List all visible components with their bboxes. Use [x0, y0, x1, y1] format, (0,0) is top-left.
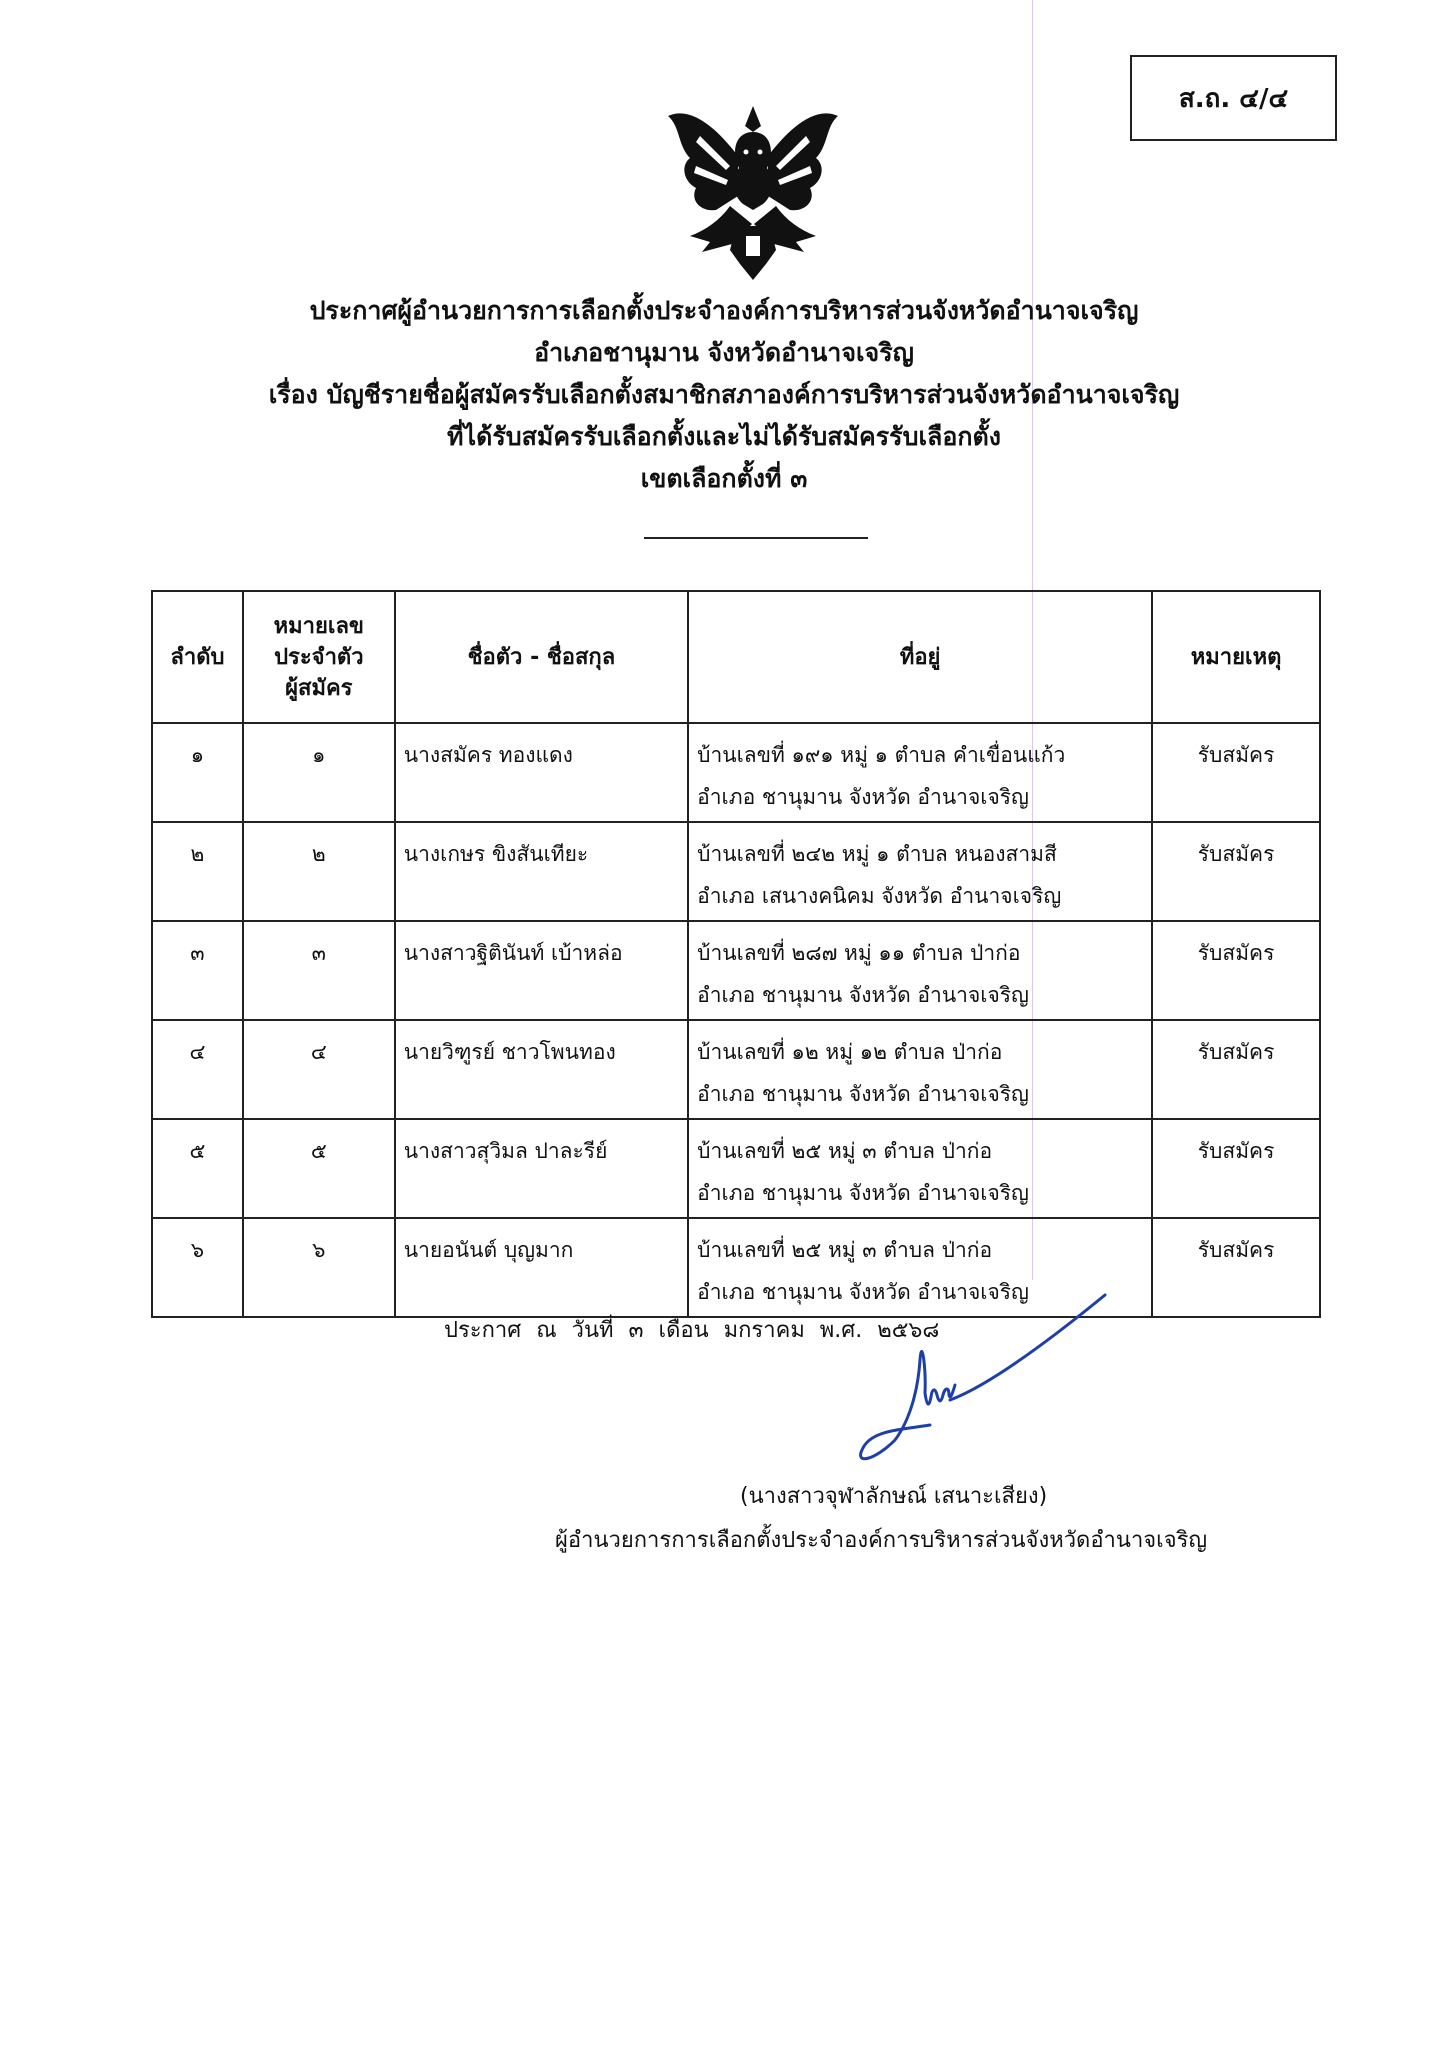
- table-row: [152, 1119, 1320, 1218]
- cell-order: ๓: [152, 921, 243, 1020]
- cell-remark: รับสมัคร: [1152, 921, 1320, 1020]
- col-header-name: ชื่อตัว - ชื่อสกุล: [395, 591, 688, 723]
- cell-name: นายวิฑูรย์ ชาวโพนทอง: [395, 1020, 688, 1119]
- cell-address: [688, 921, 1152, 1020]
- cell-name: นายอนันต์ บุญมาก: [395, 1218, 688, 1317]
- form-code: ส.ถ. ๔/๔: [1178, 83, 1289, 114]
- cell-address: [688, 822, 1152, 921]
- cell-name: นางสมัคร ทองแดง: [395, 723, 688, 822]
- table-row: [152, 822, 1320, 921]
- table-row: [152, 1020, 1320, 1119]
- table-row: [152, 1218, 1320, 1317]
- cell-remark: รับสมัคร: [1152, 1119, 1320, 1218]
- signer-name: (นางสาวจุฬาลักษณ์ เสนาะเสียง): [740, 1484, 1048, 1509]
- address-line-1: บ้านเลขที่ ๒๕ หมู่ ๓ ตำบล ป่าก่อ: [697, 1238, 993, 1262]
- header-line-1: ประกาศผู้อำนวยการการเลือกตั้งประจำองค์การบริหารส่วนจังหวัดอำนาจเจริญ: [309, 296, 1139, 325]
- table-header-row: [152, 591, 1320, 723]
- cell-name: นางสาวสุวิมล ปาละรีย์: [395, 1119, 688, 1218]
- cell-remark: รับสมัคร: [1152, 723, 1320, 822]
- signature: [850, 1290, 1110, 1475]
- col-header-candidate-number: [243, 591, 395, 723]
- address-line-2: อำเภอ เสนางคนิคม จังหวัด อำนาจเจริญ: [697, 884, 1062, 908]
- cell-address: [688, 1020, 1152, 1119]
- cell-name: นางสาวฐิตินันท์ เบ้าหล่อ: [395, 921, 688, 1020]
- table-row: [152, 723, 1320, 822]
- col-header-number-line: ผู้สมัคร: [285, 675, 353, 701]
- candidate-table: [151, 590, 1321, 1318]
- address-line-1: บ้านเลขที่ ๒๘๗ หมู่ ๑๑ ตำบล ป่าก่อ: [697, 941, 1021, 965]
- cell-candidate-number: ๓: [243, 921, 395, 1020]
- header-line-4: ที่ได้รับสมัครรับเลือกตั้งและไม่ได้รับสมัครรับเลือกตั้ง: [447, 422, 1001, 451]
- address-line-1: บ้านเลขที่ ๑๙๑ หมู่ ๑ ตำบล คำเขื่อนแก้ว: [697, 743, 1066, 767]
- address-line-1: บ้านเลขที่ ๑๒ หมู่ ๑๒ ตำบล ป่าก่อ: [697, 1040, 1003, 1064]
- announcement-header: [0, 290, 1448, 500]
- header-divider: [644, 537, 868, 539]
- cell-candidate-number: ๑: [243, 723, 395, 822]
- cell-candidate-number: ๒: [243, 822, 395, 921]
- cell-remark: รับสมัคร: [1152, 822, 1320, 921]
- table-row: [152, 921, 1320, 1020]
- cell-name: นางเกษร ขิงสันเทียะ: [395, 822, 688, 921]
- cell-order: ๔: [152, 1020, 243, 1119]
- address-line-1: บ้านเลขที่ ๒๕ หมู่ ๓ ตำบล ป่าก่อ: [697, 1139, 993, 1163]
- address-line-2: อำเภอ ชานุมาน จังหวัด อำนาจเจริญ: [697, 1082, 1029, 1106]
- col-header-number-line: ประจำตัว: [274, 644, 364, 670]
- announcement-date: ประกาศ ณ วันที่ ๓ เดือน มกราคม พ.ศ. ๒๕๖๘: [444, 1318, 940, 1343]
- cell-candidate-number: ๖: [243, 1218, 395, 1317]
- header-line-3: เรื่อง บัญชีรายชื่อผู้สมัครรับเลือกตั้งสมาชิกสภาองค์การบริหารส่วนจังหวัดอำนาจเจริญ: [268, 380, 1180, 409]
- address-line-2: อำเภอ ชานุมาน จังหวัด อำนาจเจริญ: [697, 785, 1029, 809]
- cell-candidate-number: ๔: [243, 1020, 395, 1119]
- address-line-2: อำเภอ ชานุมาน จังหวัด อำนาจเจริญ: [697, 1280, 1029, 1304]
- col-header-remark: หมายเหตุ: [1152, 591, 1320, 723]
- cell-order: ๒: [152, 822, 243, 921]
- address-line-1: บ้านเลขที่ ๒๔๒ หมู่ ๑ ตำบล หนองสามสี: [697, 842, 1057, 866]
- signer-position: ผู้อำนวยการการเลือกตั้งประจำองค์การบริหารส่วนจังหวัดอำนาจเจริญ: [555, 1528, 1208, 1553]
- form-code-box: [1130, 55, 1337, 141]
- col-header-number-line: หมายเลข: [273, 613, 364, 639]
- cell-address: [688, 1119, 1152, 1218]
- cell-order: ๑: [152, 723, 243, 822]
- garuda-emblem-icon: [660, 96, 846, 286]
- cell-remark: รับสมัคร: [1152, 1218, 1320, 1317]
- address-line-2: อำเภอ ชานุมาน จังหวัด อำนาจเจริญ: [697, 983, 1029, 1007]
- cell-order: ๕: [152, 1119, 243, 1218]
- col-header-address: ที่อยู่: [688, 591, 1152, 723]
- address-line-2: อำเภอ ชานุมาน จังหวัด อำนาจเจริญ: [697, 1181, 1029, 1205]
- cell-remark: รับสมัคร: [1152, 1020, 1320, 1119]
- cell-address: [688, 723, 1152, 822]
- cell-candidate-number: ๕: [243, 1119, 395, 1218]
- cell-order: ๖: [152, 1218, 243, 1317]
- header-line-5: เขตเลือกตั้งที่ ๓: [640, 464, 808, 493]
- col-header-order: ลำดับ: [152, 591, 243, 723]
- header-line-2: อำเภอชานุมาน จังหวัดอำนาจเจริญ: [534, 338, 914, 367]
